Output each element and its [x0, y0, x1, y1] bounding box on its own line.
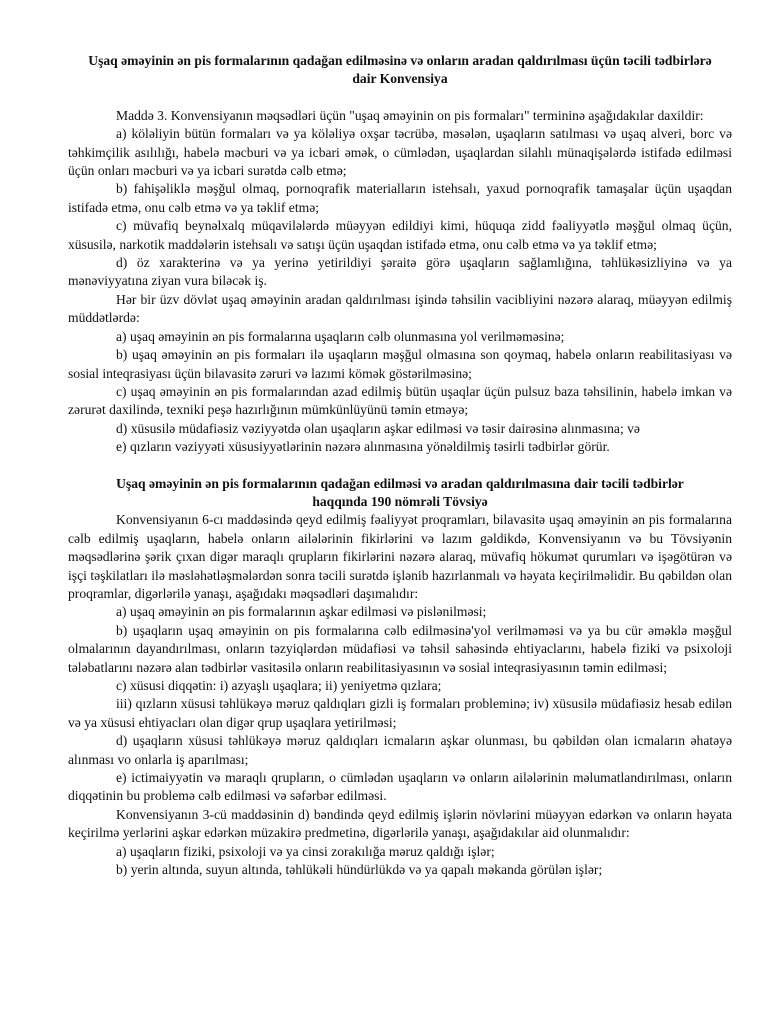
- paragraph-item-b: b) fahişəliklə məşğul olmaq, pornoqrafik materialların istehsalı, yaxud pornoqrafik tamaşalar üçün uşaqdan istifadə etmə, onu cəlb etmə və ya təklif etmə;: [68, 181, 732, 215]
- paragraph-item-a: a) köləliyin bütün formaları və ya köləliyə oxşar təcrübə, məsələn, uşaqların satılması və uşaq alveri, borc və təhkimçilik asılılığı, habelə məcburi və ya icbari əmək, o cümlədən, uşaqlardan silahlı münaqişələrdə istifadə edilməsi üçün onları məcburi və ya icbari surətdə cəlb etmə;: [68, 126, 732, 179]
- convention-title: Uşaq əməyinin ən pis formalarının qadağan edilməsinə və onların aradan qaldırılması üçün təcili tədbirlərə dair Konvensiya: [88, 53, 712, 87]
- measure-item-a: a) uşaq əməyinin ən pis formalarına uşaqların cəlb olunmasına yol verilməməsinə;: [116, 328, 565, 344]
- hazardous-work-intro: Konvensiyanın 3-cü maddəsinin d) bəndində qeyd edilmiş işlərin növlərini müəyyən edərkən və onların həyata keçirilmə yerlərini aşkar edərkən müzakirə predmetinə, digərlərilə yanaşı, aşağıdakılar aid olunmalıdır:: [68, 806, 732, 841]
- article-3-intro: Maddə 3. Konvensiyanın məqsədləri üçün "uşaq əməyinin on pis formaları" termininə aşağıdakılar daxildir:: [116, 107, 704, 123]
- recommendation-heading-block: [68, 475, 732, 512]
- program-item-b: b) uşaqların uşaq əməyinin on pis formalarına cəlb edilməsinə'yol verilməməsi və ya bu cür əməklə məşğul olmalarının dayandırılması, onların təzyiqlərdən müdafiəsi və təhsil sahəsində ehtiyaclarını, habelə fiziki və psixoloji tələbatlarını nəzərə alan tədbirlər vasitəsilə onların reabilitasiyasının və sosial inteqrasiyasının təmin edilməsi;: [68, 622, 732, 675]
- hazardous-item-b: b) yerin altında, suyun altında, təhlükəli hündürlükdə və ya qapalı məkanda görülən işlər;: [116, 862, 603, 878]
- program-item-c: c) xüsusi diqqətin: i) azyaşlı uşaqlara; ii) yeniyetmə qızlara;: [116, 678, 442, 693]
- paragraph-item-d: d) öz xarakterinə və ya yerinə yetirildiyi şəraitə görə uşaqların sağlamlığına, təhlükəsizliyinə və ya mənəviyyatına ziyan vura biləcək iş.: [68, 255, 732, 289]
- measure-item-c: c) uşaq əməyinin ən pis formalarından azad edilmiş bütün uşaqlar üçün pulsuz baza təhsilinin, habelə imkan və zərurət daxilində, texniki peşə hazırlığının mümkünlüyünü təmin etməyə;: [68, 383, 732, 418]
- measure-item-e: e) qızların vəziyyəti xüsusiyyətlərinin nəzərə alınmasına yönəldilmiş təsirli tədbirlər görür.: [116, 439, 610, 455]
- program-item-d: d) uşaqların xüsusi təhlükəyə məruz qaldıqları icmaların aşkar olunması, bu qəbildən olan icmaların əhatəyə alınması vo onlarla iş aparılması;: [68, 733, 732, 767]
- program-item-e: e) ictimaiyyətin və maraqlı qrupların, o cümlədən uşaqların və onların ailələrinin məlumatlandırılması, onların diqqətinin bu problemə cəlb edilməsi və səfərbər edilməsi.: [68, 770, 732, 804]
- recommendation-title: Uşaq əməyinin ən pis formalarının qadağan edilməsi və aradan qaldırılmasına dair təcili tədbirlər haqqında 190 nömrəli Tövsiyə: [116, 475, 684, 509]
- document-page: [68, 52, 732, 879]
- program-item-c-continued: iii) qızların xüsusi təhlükəyə məruz qaldıqları gizli iş formaları probleminə; iv) xüsusilə müdafiəsiz hesab edilən və ya xüsusi ehtiyacları olan digər qrup uşaqlara yetirilməsi;: [68, 696, 732, 730]
- paragraph-item-c: c) müvafiq beynəlxalq müqavilələrdə müəyyən edildiyi kimi, hüquqa zidd fəaliyyətlə məşğul olmaq üçün, xüsusilə, narkotik maddələrin istehsalı və satışı üçün uşaqdan istifadə etmə, onu cəlb etmə və ya təklif etmə;: [68, 218, 732, 252]
- hazardous-item-a: a) uşaqların fiziki, psixoloji və ya cinsi zorakılığa məruz qaldığı işlər;: [116, 843, 495, 859]
- convention-heading-block: [68, 52, 732, 89]
- program-item-a: a) uşaq əməyinin ən pis formalarının aşkar edilməsi və pislənilməsi;: [116, 604, 487, 620]
- measure-item-b: b) uşaq əməyinin ən pis formaları ilə uşaqların məşğul olmasına son qoymaq, habelə onların reabilitasiyası və sosial inteqrasiyası üçün bilavasitə zəruri və lazımi kömək göstərilməsinə;: [68, 347, 732, 381]
- member-state-intro: Hər bir üzv dövlət uşaq əməyinin aradan qaldırılması işində təhsilin vacibliyini nəzərə alaraq, müəyyən edilmiş müddətlərdə:: [68, 291, 732, 326]
- programs-intro: Konvensiyanın 6-cı maddəsində qeyd edilmiş fəaliyyət proqramları, bilavasitə uşaq əməyinin ən pis formalarına cəlb edilmiş uşaqların, habelə onların ailələrinin fikirlərini və lazım gəldikdə, Konvensiyanın və bu Tövsiyənin məqsədlərinə şərik çıxan digər maraqlı qrupların fikirlərini nəzərə alaraq, müvafiq hökumət qurumları və işəgötürən və işçi təşkilatları ilə məsləhətləşmələrdən sonra təcili surətdə işlənib hazırlanmalı və həyata keçirilməlidir. Bu qəbildən olan proqramlar, digərlərilə yanaşı, aşağıdakı məqsədləri daşımalıdır:: [68, 512, 732, 601]
- section-1-body: [68, 107, 732, 457]
- measure-item-d: d) xüsusilə müdafiəsiz vəziyyətdə olan uşaqların aşkar edilməsi və təsir dairəsinə alınmasına; və: [116, 420, 640, 436]
- section-2-body: [68, 511, 732, 879]
